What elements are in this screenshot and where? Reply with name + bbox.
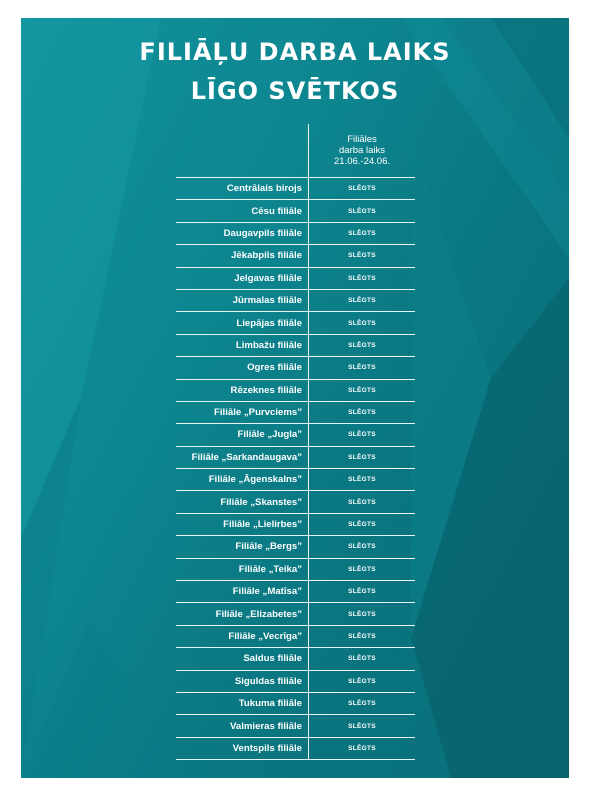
branch-status: SLĒGTS [309,178,416,200]
branch-status: SLĒGTS [309,424,416,446]
branch-status: SLĒGTS [309,648,416,670]
branch-status: SLĒGTS [309,558,416,580]
table-row [176,648,415,670]
header-line-1: Filiāles [347,134,377,145]
table-row [176,558,415,580]
table-row [176,245,415,267]
poster [21,18,569,778]
branch-name: Cēsu filiāle [176,200,309,222]
table-row [176,469,415,491]
table-row [176,715,415,737]
table-header-row [176,124,415,178]
branch-status: SLĒGTS [309,357,416,379]
table-row [176,581,415,603]
branch-status: SLĒGTS [309,289,416,311]
table-row [176,334,415,356]
branch-name: Liepājas filiāle [176,312,309,334]
branch-status: SLĒGTS [309,581,416,603]
branch-name: Jēkabpils filiāle [176,245,309,267]
branch-name: Filiāle „Vecrīga” [176,625,309,647]
branch-status: SLĒGTS [309,625,416,647]
table-row [176,670,415,692]
table-row [176,536,415,558]
table-row [176,603,415,625]
branch-name: Rēzeknes filiāle [176,379,309,401]
branch-name: Filiāle „Āgenskalns” [176,469,309,491]
table-row [176,401,415,423]
branch-name: Filiāle „Matīsa” [176,581,309,603]
branch-status: SLĒGTS [309,737,416,759]
table-row [176,737,415,759]
page-title-line-1: FILIĀĻU DARBA LAIKS [139,38,451,66]
table-row [176,513,415,535]
branch-name: Filiāle „Jugla” [176,424,309,446]
branch-name: Filiāle „Teika” [176,558,309,580]
branch-status: SLĒGTS [309,446,416,468]
table-row [176,312,415,334]
branch-status: SLĒGTS [309,670,416,692]
branch-name: Jelgavas filiāle [176,267,309,289]
branch-status: SLĒGTS [309,401,416,423]
table-row [176,446,415,468]
branch-name: Filiāle „Bergs” [176,536,309,558]
branch-status: SLĒGTS [309,715,416,737]
branch-name: Filiāle „Lielirbes” [176,513,309,535]
branch-status: SLĒGTS [309,267,416,289]
branch-name: Centrālais birojs [176,178,309,200]
branch-name: Ventspils filiāle [176,737,309,759]
branch-status: SLĒGTS [309,222,416,244]
branch-name: Limbažu filiāle [176,334,309,356]
branch-name: Filiāle „Skanstes” [176,491,309,513]
header-line-3: 21.06.-24.06. [334,156,390,167]
branch-status: SLĒGTS [309,469,416,491]
branch-name: Filiāle „Elizabetes” [176,603,309,625]
branch-name: Filiāle „Purvciems” [176,401,309,423]
table-row [176,289,415,311]
table-row [176,424,415,446]
branch-status: SLĒGTS [309,379,416,401]
branch-status: SLĒGTS [309,200,416,222]
header-hours-column [309,124,416,178]
branch-name: Siguldas filiāle [176,670,309,692]
branch-status: SLĒGTS [309,245,416,267]
header-empty-cell [176,124,309,178]
branch-name: Valmieras filiāle [176,715,309,737]
table-row [176,692,415,714]
table-row [176,379,415,401]
branch-status: SLĒGTS [309,603,416,625]
page-title-line-2: LĪGO SVĒTKOS [190,77,400,105]
branch-name: Tukuma filiāle [176,692,309,714]
branch-name: Filiāle „Sarkandaugava” [176,446,309,468]
table-row [176,222,415,244]
branch-status: SLĒGTS [309,513,416,535]
hours-table [176,124,415,760]
branch-status: SLĒGTS [309,312,416,334]
header-line-2: darba laiks [339,145,385,156]
branch-status: SLĒGTS [309,536,416,558]
branch-status: SLĒGTS [309,491,416,513]
table-row [176,200,415,222]
branch-name: Daugavpils filiāle [176,222,309,244]
branch-name: Saldus filiāle [176,648,309,670]
table-row [176,357,415,379]
table-row [176,178,415,200]
branch-name: Jūrmalas filiāle [176,289,309,311]
table-body [176,178,415,760]
table-row [176,491,415,513]
table-row [176,267,415,289]
table-row [176,625,415,647]
branch-name: Ogres filiāle [176,357,309,379]
branch-status: SLĒGTS [309,692,416,714]
branch-status: SLĒGTS [309,334,416,356]
